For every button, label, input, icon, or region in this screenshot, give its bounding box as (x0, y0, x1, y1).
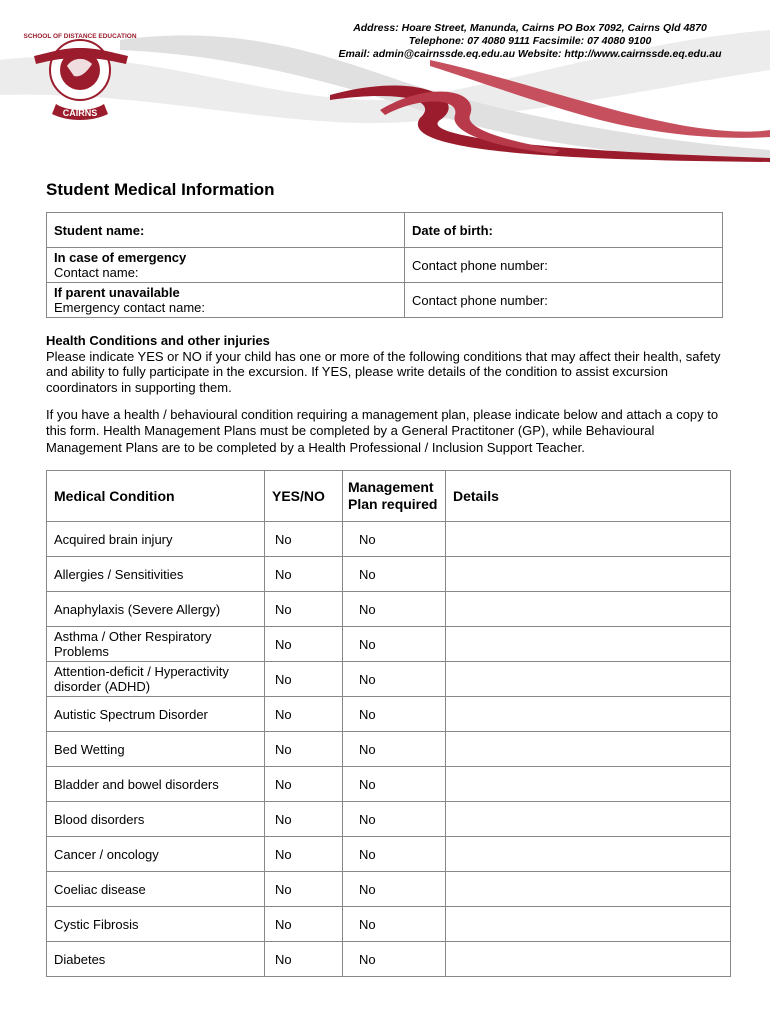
health-instructions: Please indicate YES or NO if your child has one or more of the following conditions that may affect their health, safety and ability to fully participate in the excursion. If YES, please write details of the condition to assist excursion coordinators in supporting them. (46, 348, 721, 395)
condition-name: Anaphylaxis (Severe Allergy) (47, 592, 265, 627)
condition-name: Bed Wetting (47, 732, 265, 767)
table-row (47, 837, 731, 872)
yes-no-field[interactable]: No (265, 942, 343, 977)
condition-name: Acquired brain injury (47, 522, 265, 557)
table-row (47, 872, 731, 907)
table-row (47, 557, 731, 592)
condition-name: Coeliac disease (47, 872, 265, 907)
yes-no-field[interactable]: No (265, 557, 343, 592)
emergency-heading: In case of emergency (54, 250, 187, 265)
management-plan-field[interactable]: No (343, 942, 446, 977)
condition-name: Attention-deficit / Hyperactivity disorder (ADHD) (47, 662, 265, 697)
condition-name: Allergies / Sensitivities (47, 557, 265, 592)
school-logo (22, 22, 142, 122)
table-row (47, 767, 731, 802)
table-row (47, 627, 731, 662)
student-info-table (46, 212, 723, 318)
details-field[interactable] (446, 522, 731, 557)
details-field[interactable] (446, 837, 731, 872)
table-row (47, 732, 731, 767)
emergency-contact-name-label: Emergency contact name: (54, 300, 206, 315)
table-row (47, 907, 731, 942)
header-yes-no: YES/NO (265, 471, 343, 522)
details-field[interactable] (446, 802, 731, 837)
details-field[interactable] (446, 732, 731, 767)
contact-name-label: Contact name: (54, 265, 139, 280)
alternate-contact-field[interactable] (47, 283, 405, 318)
telephone-line: Telephone: 07 4080 9111 Facsimile: 07 4080 9100 (408, 35, 652, 47)
page-title: Student Medical Information (46, 180, 275, 199)
school-address-block (300, 22, 760, 61)
details-field[interactable] (446, 872, 731, 907)
table-row (47, 592, 731, 627)
emergency-contact-field[interactable] (47, 248, 405, 283)
emergency-phone-field[interactable]: Contact phone number: (405, 283, 723, 318)
logo-school-text: SCHOOL OF DISTANCE EDUCATION (23, 33, 137, 40)
header-management-plan: Management Plan required (343, 471, 446, 522)
yes-no-field[interactable]: No (265, 697, 343, 732)
details-field[interactable] (446, 557, 731, 592)
management-plan-field[interactable]: No (343, 907, 446, 942)
condition-name: Cancer / oncology (47, 837, 265, 872)
details-field[interactable] (446, 767, 731, 802)
table-row (47, 522, 731, 557)
yes-no-field[interactable]: No (265, 802, 343, 837)
yes-no-field[interactable]: No (265, 767, 343, 802)
yes-no-field[interactable]: No (265, 522, 343, 557)
yes-no-field[interactable]: No (265, 627, 343, 662)
condition-name: Autistic Spectrum Disorder (47, 697, 265, 732)
management-plan-field[interactable]: No (343, 627, 446, 662)
management-plan-field[interactable]: No (343, 522, 446, 557)
condition-name: Blood disorders (47, 802, 265, 837)
condition-name: Diabetes (47, 942, 265, 977)
yes-no-field[interactable]: No (265, 872, 343, 907)
unavailable-heading: If parent unavailable (54, 285, 180, 300)
details-field[interactable] (446, 662, 731, 697)
health-conditions-section (46, 333, 726, 395)
condition-name: Asthma / Other Respiratory Problems (47, 627, 265, 662)
details-field[interactable] (446, 942, 731, 977)
table-row (47, 942, 731, 977)
management-plan-field[interactable]: No (343, 557, 446, 592)
details-field[interactable] (446, 592, 731, 627)
email-website-line: Email: admin@cairnssde.eq.edu.au Website: http://www.cairnssde.eq.edu.au (338, 48, 722, 60)
date-of-birth-field[interactable]: Date of birth: (405, 213, 723, 248)
details-field[interactable] (446, 627, 731, 662)
condition-name: Bladder and bowel disorders (47, 767, 265, 802)
management-plan-field[interactable]: No (343, 592, 446, 627)
student-name-field[interactable]: Student name: (47, 213, 405, 248)
condition-name: Cystic Fibrosis (47, 907, 265, 942)
management-plan-field[interactable]: No (343, 767, 446, 802)
management-plan-field[interactable]: No (343, 662, 446, 697)
yes-no-field[interactable]: No (265, 662, 343, 697)
logo-cairns-text: CAIRNS (62, 108, 98, 118)
management-plan-note (46, 407, 726, 456)
header-details: Details (446, 471, 731, 522)
management-plan-text: If you have a health / behavioural condition requiring a management plan, please indicate below and attach a copy to this form. Health Management Plans must be completed by a General Practitoner (GP), while Behavioural Management Plans are to be completed by a Health Professional / Inclusion Support Teacher. (46, 407, 719, 455)
header-medical-condition: Medical Condition (47, 471, 265, 522)
details-field[interactable] (446, 697, 731, 732)
address-line: Address: Hoare Street, Manunda, Cairns PO Box 7092, Cairns Qld 4870 (353, 22, 707, 34)
management-plan-field[interactable]: No (343, 837, 446, 872)
yes-no-field[interactable]: No (265, 907, 343, 942)
contact-phone-field[interactable]: Contact phone number: (405, 248, 723, 283)
yes-no-field[interactable]: No (265, 732, 343, 767)
yes-no-field[interactable]: No (265, 592, 343, 627)
yes-no-field[interactable]: No (265, 837, 343, 872)
table-row (47, 697, 731, 732)
table-row (47, 802, 731, 837)
table-row (47, 662, 731, 697)
medical-conditions-table (46, 470, 731, 977)
management-plan-field[interactable]: No (343, 802, 446, 837)
health-heading: Health Conditions and other injuries (46, 333, 270, 348)
management-plan-field[interactable]: No (343, 872, 446, 907)
management-plan-field[interactable]: No (343, 732, 446, 767)
details-field[interactable] (446, 907, 731, 942)
management-plan-field[interactable]: No (343, 697, 446, 732)
